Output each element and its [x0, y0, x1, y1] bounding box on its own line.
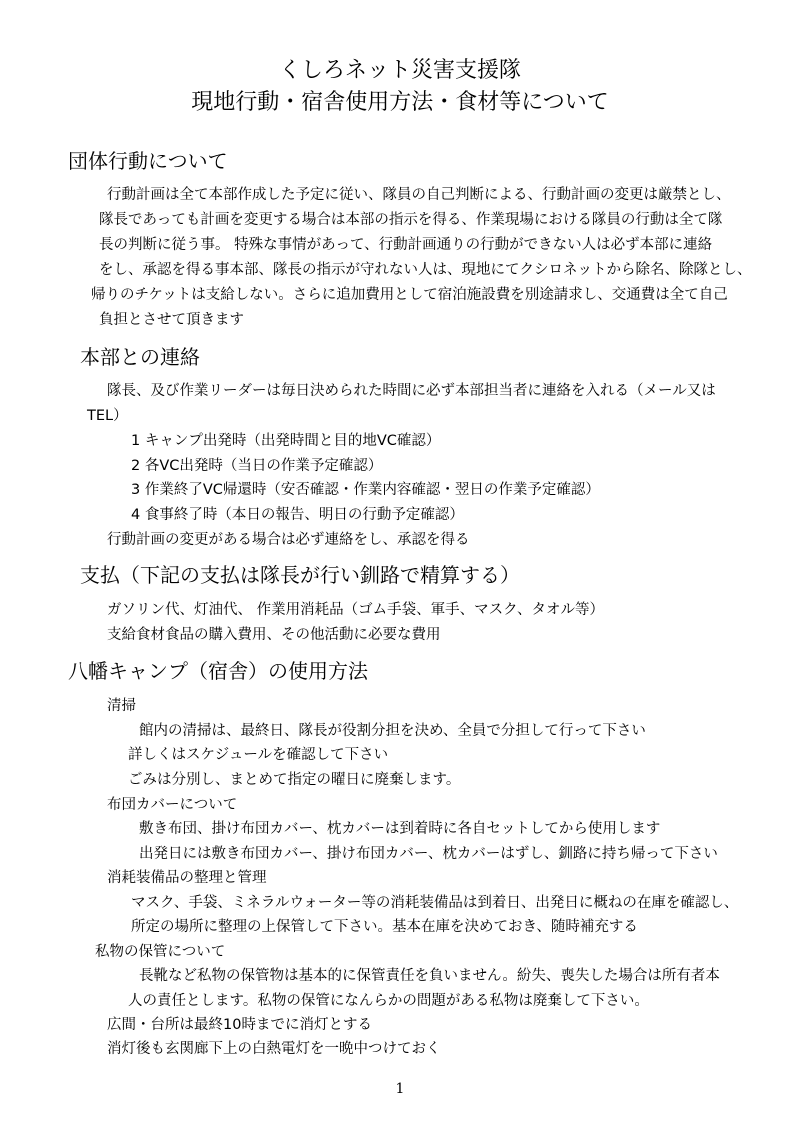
paragraph-line: 所定の場所に整理の上保管して下さい。基本在庫を決めておき、随時補充する	[131, 919, 638, 935]
paragraph-line: 隊長、及び作業リーダーは毎日決められた時間に必ず本部担当者に連絡を入れる（メール又は	[107, 383, 716, 399]
list-item: 4 食事終了時（本日の報告、明日の行動予定確認）	[131, 507, 464, 523]
section-heading-group-action: 団体行動について	[68, 149, 228, 173]
list-item: 1 キャンプ出発時（出発時間と目的地VC確認）	[131, 433, 441, 449]
paragraph-line: 支給食材食品の購入費用、その他活動に必要な費用	[107, 627, 441, 643]
paragraph-line: 長靴など私物の保管物は基本的に保管責任を負いません。紛失、喪失した場合は所有者本	[139, 968, 720, 984]
section-heading-payment: 支払（下記の支払は隊長が行い釧路で精算する）	[80, 563, 520, 587]
paragraph-line: 行動計画の変更がある場合は必ず連絡をし、承認を得る	[107, 532, 470, 548]
section-heading-camp-usage: 八幡キャンプ（宿舎）の使用方法	[68, 659, 368, 683]
title-line-1: くしろネット災害支援隊	[278, 58, 521, 83]
paragraph-line: ごみは分別し、まとめて指定の曜日に廃棄します。	[128, 772, 461, 788]
paragraph-line: 館内の清掃は、最終日、隊長が役割分担を決め、全員で分担して行って下さい	[139, 723, 646, 739]
subsection-label-cleaning: 清掃	[107, 698, 136, 714]
paragraph-line: 人の責任とします。私物の保管になんらかの問題がある私物は廃棄して下さい。	[128, 993, 649, 1009]
list-item: 3 作業終了VC帰還時（安否確認・作業内容確認・翌日の作業予定確認）	[131, 482, 600, 498]
paragraph-line: 長の判断に従う事。 特殊な事情があって、行動計画通りの行動ができない人は必ず本部に連絡	[99, 237, 713, 253]
rule-line: 広間・台所は最終10時までに消灯とする	[107, 1017, 372, 1033]
paragraph-line: TEL）	[87, 408, 128, 424]
paragraph-line: マスク、手袋、ミネラルウォーター等の消耗装備品は到着日、出発日に概ねの在庫を確認し、	[131, 895, 739, 911]
page-number: 1	[395, 1081, 405, 1097]
subsection-label-futon: 布団カバーについて	[107, 797, 238, 813]
paragraph-line: 出発日には敷き布団カバー、掛け布団カバー、枕カバーはずし、釧路に持ち帰って下さい	[139, 846, 718, 862]
paragraph-line: 隊長であっても計画を変更する場合は本部の指示を得る、作業現場における隊員の行動は全て隊	[99, 212, 723, 228]
list-item: 2 各VC出発時（当日の作業予定確認）	[131, 458, 383, 474]
paragraph-line: 帰りのチケットは支給しない。さらに追加費用として宿泊施設費を別途請求し、交通費は全て自己	[91, 287, 728, 303]
paragraph-line: をし、承認を得る事本部、隊長の指示が守れない人は、現地にてクシロネットから除名、除隊とし、	[99, 262, 752, 278]
paragraph-line: 詳しくはスケジュールを確認して下さい	[128, 747, 389, 763]
subsection-label-personal: 私物の保管について	[95, 944, 226, 960]
paragraph-line: 負担とさせて頂きます	[99, 312, 244, 328]
rule-line: 消灯後も玄関廊下上の白熱電灯を一晩中つけておく	[107, 1041, 441, 1057]
section-heading-hq-contact: 本部との連絡	[80, 345, 200, 369]
title-line-2: 現地行動・宿舎使用方法・食材等について	[191, 90, 609, 115]
paragraph-line: 行動計画は全て本部作成した予定に従い、隊員の自己判断による、行動計画の変更は厳禁とし、	[107, 187, 731, 203]
paragraph-line: 敷き布団、掛け布団カバー、枕カバーは到着時に各自セットしてから使用します	[139, 821, 661, 837]
subsection-label-supplies: 消耗装備品の整理と管理	[107, 870, 267, 886]
paragraph-line: ガソリン代、灯油代、 作業用消耗品（ゴム手袋、軍手、マスク、タオル等）	[107, 602, 605, 618]
